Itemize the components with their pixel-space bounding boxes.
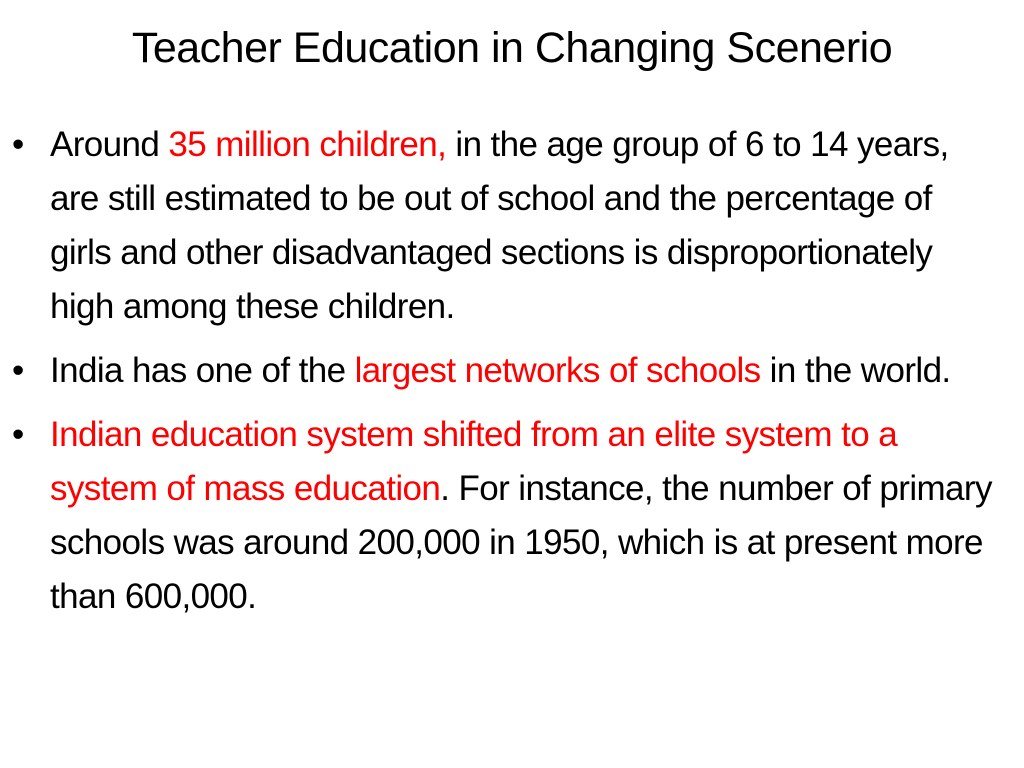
highlighted-text: 35 million children, — [168, 125, 447, 164]
bullet-text-segment: India has one of the — [50, 351, 355, 390]
bullet-dot-icon: • — [12, 351, 24, 390]
slide-title: Teacher Education in Changing Scenerio — [131, 24, 893, 72]
bullet-text-segment: . For instance, the number of primary schools was around 200,000 in 1950, which is at present more than 600,000. — [50, 469, 992, 616]
highlighted-text: largest networks of schools — [354, 351, 761, 390]
bullet-item — [0, 344, 1024, 398]
bullet-text-segment: in the world. — [760, 351, 951, 390]
bullet-text-segment: in the age group of 6 to 14 years, are still estimated to be out of school and the percentage of girls and other disadvantaged sections is disproportionately high among these children. — [50, 125, 949, 326]
bullet-text-segment: Around — [50, 125, 169, 164]
bullet-dot-icon: • — [12, 415, 24, 454]
bullet-dot-icon: • — [12, 125, 24, 164]
bullet-item — [0, 118, 1024, 334]
bullet-item — [0, 408, 1024, 624]
highlighted-text: Indian education system shifted from an elite system to a system of mass education — [50, 415, 898, 508]
bullet-list — [0, 118, 1024, 634]
